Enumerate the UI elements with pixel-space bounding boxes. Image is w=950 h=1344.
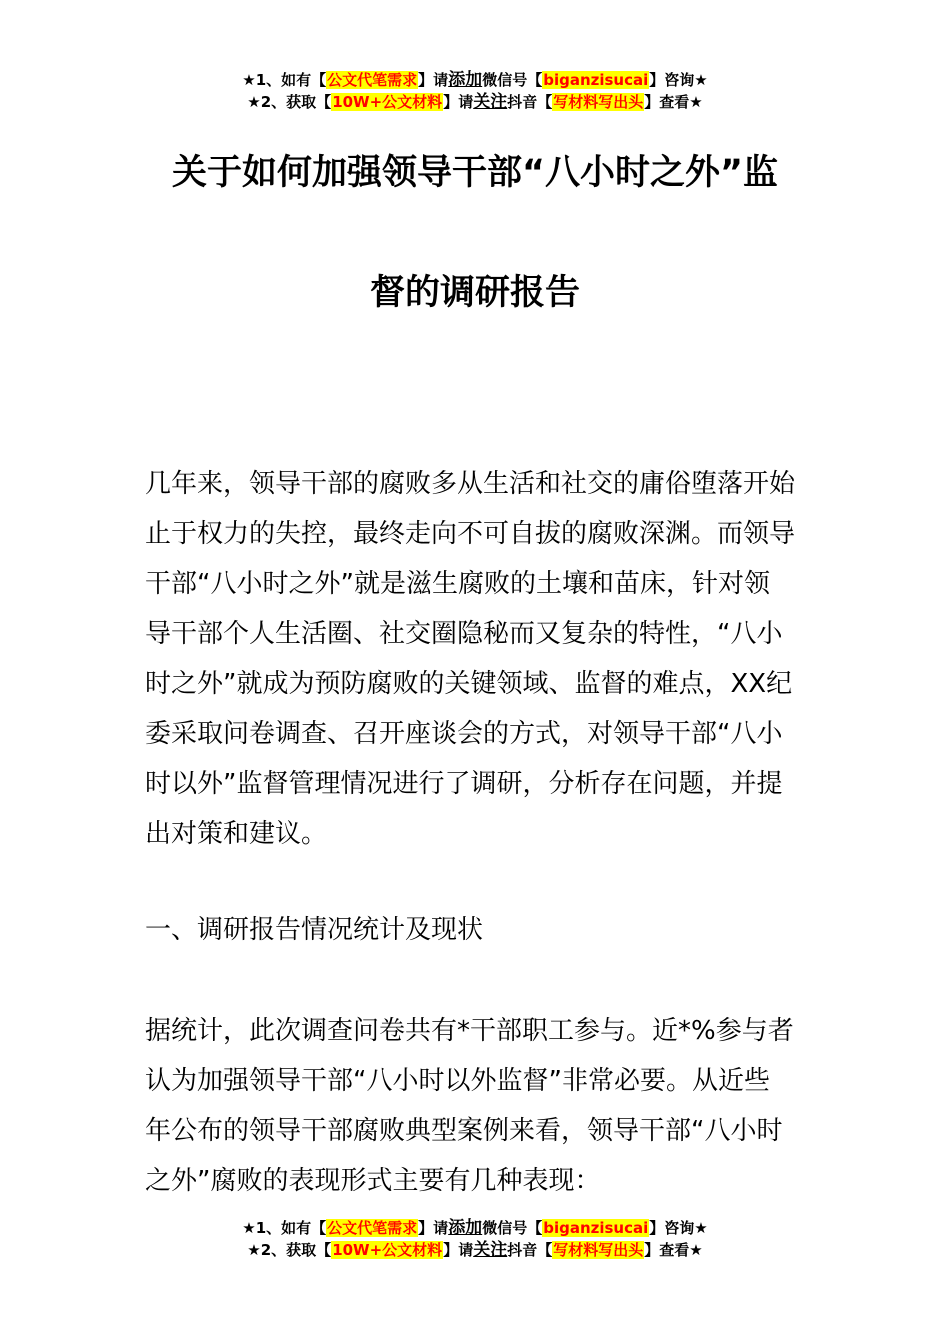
paragraph-line: 几年来，领导干部的腐败多从生活和社交的庸俗堕落开始 [145, 469, 796, 499]
banner-line-2 [0, 1239, 950, 1261]
highlight-wechat-id: biganzisucai [543, 1219, 649, 1237]
banner-text: 】请 [443, 93, 474, 111]
section-heading: 一、调研报告情况统计及现状 [145, 915, 484, 945]
paragraph-line: 导干部个人生活圈、社交圈隐秘而又复杂的特性，“八小 [145, 619, 783, 649]
highlight-wechat-id: biganzisucai [543, 71, 649, 89]
banner-text: ★1、如有【 [242, 71, 327, 89]
highlight-douyin-account: 写材料写出头 [553, 93, 644, 111]
underlined-follow: 关注 [473, 1240, 508, 1260]
banner-line-1 [0, 1217, 950, 1239]
paragraph-line: 干部“八小时之外”就是滋生腐败的土壤和苗床，针对领 [145, 569, 770, 599]
paragraph-line: 据统计，此次调查问卷共有*干部职工参与。近*%参与者 [145, 1016, 794, 1046]
banner-text: ★2、获取【 [247, 1241, 332, 1259]
paragraph-line: 认为加强领导干部“八小时以外监督”非常必要。从近些 [145, 1066, 770, 1096]
underlined-add: 添加 [448, 70, 483, 90]
bottom-banner [0, 1217, 950, 1261]
top-banner [0, 69, 950, 113]
banner-text: 】请 [443, 1241, 474, 1259]
paragraph-line: 年公布的领导干部腐败典型案例来看，领导干部“八小时 [145, 1116, 783, 1146]
highlight-writing-service: 公文代笔需求 [327, 1219, 418, 1237]
paragraph-line: 时之外”就成为预防腐败的关键领域、监督的难点，XX纪 [145, 669, 793, 699]
highlight-douyin-account: 写材料写出头 [553, 1241, 644, 1259]
paragraph-line: 之外”腐败的表现形式主要有几种表现： [145, 1166, 601, 1196]
banner-line-1 [0, 69, 950, 91]
stats-paragraph [145, 1006, 809, 1206]
banner-text: 】查看★ [644, 1241, 703, 1259]
banner-text: 微信号【 [482, 1219, 543, 1237]
banner-text: 】请 [418, 1219, 449, 1237]
highlight-writing-service: 公文代笔需求 [327, 71, 418, 89]
highlight-materials: 10W+公文材料 [332, 93, 443, 111]
banner-text: 抖音【 [507, 1241, 553, 1259]
intro-paragraph [145, 459, 809, 859]
banner-text: 】咨询★ [649, 1219, 708, 1237]
document-title-line-1: 关于如何加强领导干部“八小时之外”监 [171, 153, 778, 193]
banner-text: 微信号【 [482, 71, 543, 89]
paragraph-line: 委采取问卷调查、召开座谈会的方式，对领导干部“八小 [145, 719, 783, 749]
banner-text: ★2、获取【 [247, 93, 332, 111]
underlined-add: 添加 [448, 1218, 483, 1238]
banner-text: 抖音【 [507, 93, 553, 111]
banner-text: 】请 [418, 71, 449, 89]
paragraph-line: 时以外”监督管理情况进行了调研，分析存在问题，并提 [145, 769, 783, 799]
banner-text: ★1、如有【 [242, 1219, 327, 1237]
document-title-line-2: 督的调研报告 [369, 273, 580, 313]
paragraph-line: 出对策和建议。 [145, 819, 328, 849]
banner-line-2 [0, 91, 950, 113]
highlight-materials: 10W+公文材料 [332, 1241, 443, 1259]
paragraph-line: 止于权力的失控，最终走向不可自拔的腐败深渊。而领导 [145, 519, 796, 549]
banner-text: 】查看★ [644, 93, 703, 111]
banner-text: 】咨询★ [649, 71, 708, 89]
underlined-follow: 关注 [473, 92, 508, 112]
